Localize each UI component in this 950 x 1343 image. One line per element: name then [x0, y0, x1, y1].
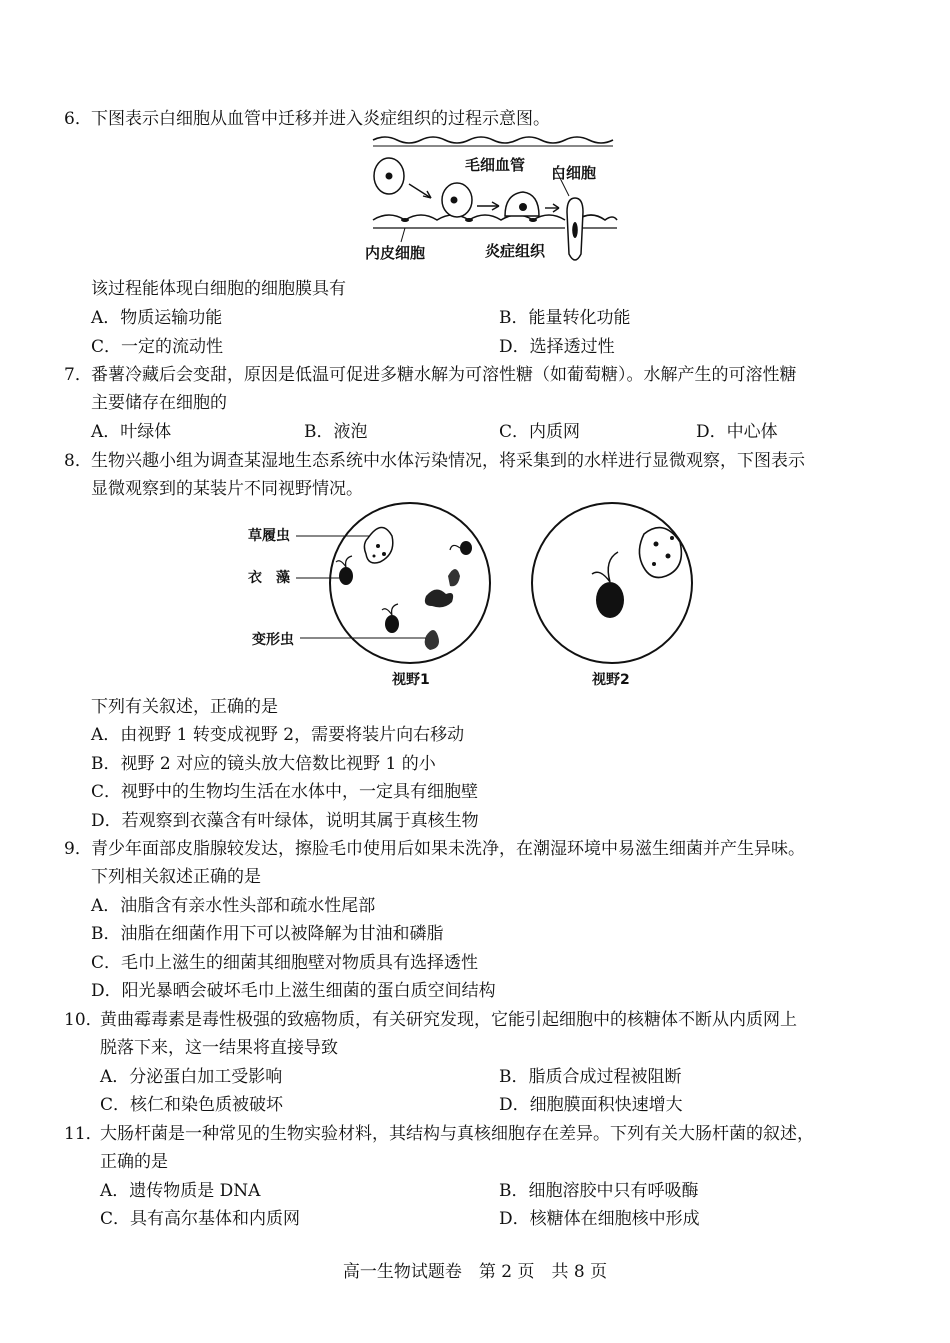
q6-option-a: A．物质运输功能 — [91, 308, 223, 328]
q7-option-d: D．中心体 — [696, 422, 778, 442]
q8-number: 8． — [64, 451, 92, 471]
q11-stem-line1: 大肠杆菌是一种常见的生物实验材料，其结构与真核细胞存在差异。下列有关大肠杆菌的叙述， — [100, 1124, 814, 1144]
q10-stem-line1: 黄曲霉毒素是毒性极强的致癌物质，有关研究发现，它能引起细胞中的核糖体不断从内质网上 — [100, 1010, 797, 1030]
q8-option-d: D．若观察到衣藻含有叶绿体，说明其属于真核生物 — [91, 811, 479, 831]
q11-option-d: D．核糖体在细胞核中形成 — [499, 1209, 700, 1229]
q9-option-b: B．油脂在细菌作用下可以被降解为甘油和磷脂 — [91, 924, 444, 944]
label-white-blood-cell: 白细胞 — [551, 164, 597, 182]
q10-option-d: D．细胞膜面积快速增大 — [499, 1095, 683, 1115]
q7-option-b: B．液泡 — [304, 422, 368, 442]
q6-number: 6． — [64, 109, 92, 129]
q6-figure — [365, 132, 625, 268]
q11-option-a: A．遗传物质是 DNA — [100, 1181, 261, 1201]
q6-option-b: B．能量转化功能 — [499, 308, 631, 328]
label-paramecium: 草履虫 — [248, 528, 290, 544]
q6-prompt: 该过程能体现白细胞的细胞膜具有 — [91, 279, 346, 299]
label-capillary: 毛细血管 — [465, 156, 526, 174]
q9-stem-line2: 下列相关叙述正确的是 — [91, 867, 261, 887]
q10-option-c: C．核仁和染色质被破坏 — [100, 1095, 284, 1115]
view2-caption: 视野2 — [592, 672, 630, 688]
q9-option-d: D．阳光暴晒会破坏毛巾上滋生细菌的蛋白质空间结构 — [91, 981, 496, 1001]
q10-option-b: B．脂质合成过程被阻断 — [499, 1067, 682, 1087]
page-footer: 高一生物试题卷 第 2 页 共 8 页 — [342, 1262, 608, 1282]
q8-option-c: C．视野中的生物均生活在水体中，一定具有细胞壁 — [91, 782, 479, 802]
q8-option-a: A．由视野 1 转变成视野 2，需要将装片向右移动 — [91, 725, 465, 745]
q7-stem-line2: 主要储存在细胞的 — [91, 393, 227, 413]
q9-option-a: A．油脂含有亲水性头部和疏水性尾部 — [91, 896, 376, 916]
q6-option-c: C．一定的流动性 — [91, 337, 224, 357]
label-endothelial-cell: 内皮细胞 — [365, 244, 426, 262]
q7-number: 7． — [64, 365, 92, 385]
q8-option-b: B．视野 2 对应的镜头放大倍数比视野 1 的小 — [91, 754, 436, 774]
q10-number: 10． — [64, 1010, 103, 1030]
q10-option-a: A．分泌蛋白加工受影响 — [100, 1067, 283, 1087]
label-amoeba: 变形虫 — [252, 632, 294, 648]
q9-stem-line1: 青少年面部皮脂腺较发达，擦脸毛巾使用后如果未洗净，在潮湿环境中易滋生细菌并产生异味。 — [91, 839, 805, 859]
label-inflamed-tissue: 炎症组织 — [485, 242, 546, 260]
q9-option-c: C．毛巾上滋生的细菌其细胞壁对物质具有选择透性 — [91, 953, 479, 973]
q7-option-a: A．叶绿体 — [91, 422, 172, 442]
q8-prompt: 下列有关叙述，正确的是 — [91, 697, 278, 717]
q9-number: 9． — [64, 839, 92, 859]
q6-option-d: D．选择透过性 — [499, 337, 615, 357]
q10-stem-line2: 脱落下来，这一结果将直接导致 — [100, 1038, 338, 1058]
q11-option-c: C．具有高尔基体和内质网 — [100, 1209, 301, 1229]
view1-caption: 视野1 — [392, 672, 430, 688]
q8-stem-line1: 生物兴趣小组为调查某湿地生态系统中水体污染情况，将采集到的水样进行显微观察，下图表示 — [91, 451, 805, 471]
q8-stem-line2: 显微观察到的某装片不同视野情况。 — [91, 479, 363, 499]
q11-number: 11． — [64, 1124, 103, 1144]
q6-stem: 下图表示白细胞从血管中迁移并进入炎症组织的过程示意图。 — [91, 109, 550, 129]
q7-option-c: C．内质网 — [499, 422, 581, 442]
q11-option-b: B．细胞溶胶中只有呼吸酶 — [499, 1181, 699, 1201]
label-euglena: 衣 藻 — [248, 570, 290, 586]
q7-stem-line1: 番薯冷藏后会变甜，原因是低温可促进多糖水解为可溶性糖（如葡萄糖）。水解产生的可溶性糖 — [91, 365, 797, 385]
q11-stem-line2: 正确的是 — [100, 1152, 168, 1172]
q8-figure — [240, 498, 720, 692]
